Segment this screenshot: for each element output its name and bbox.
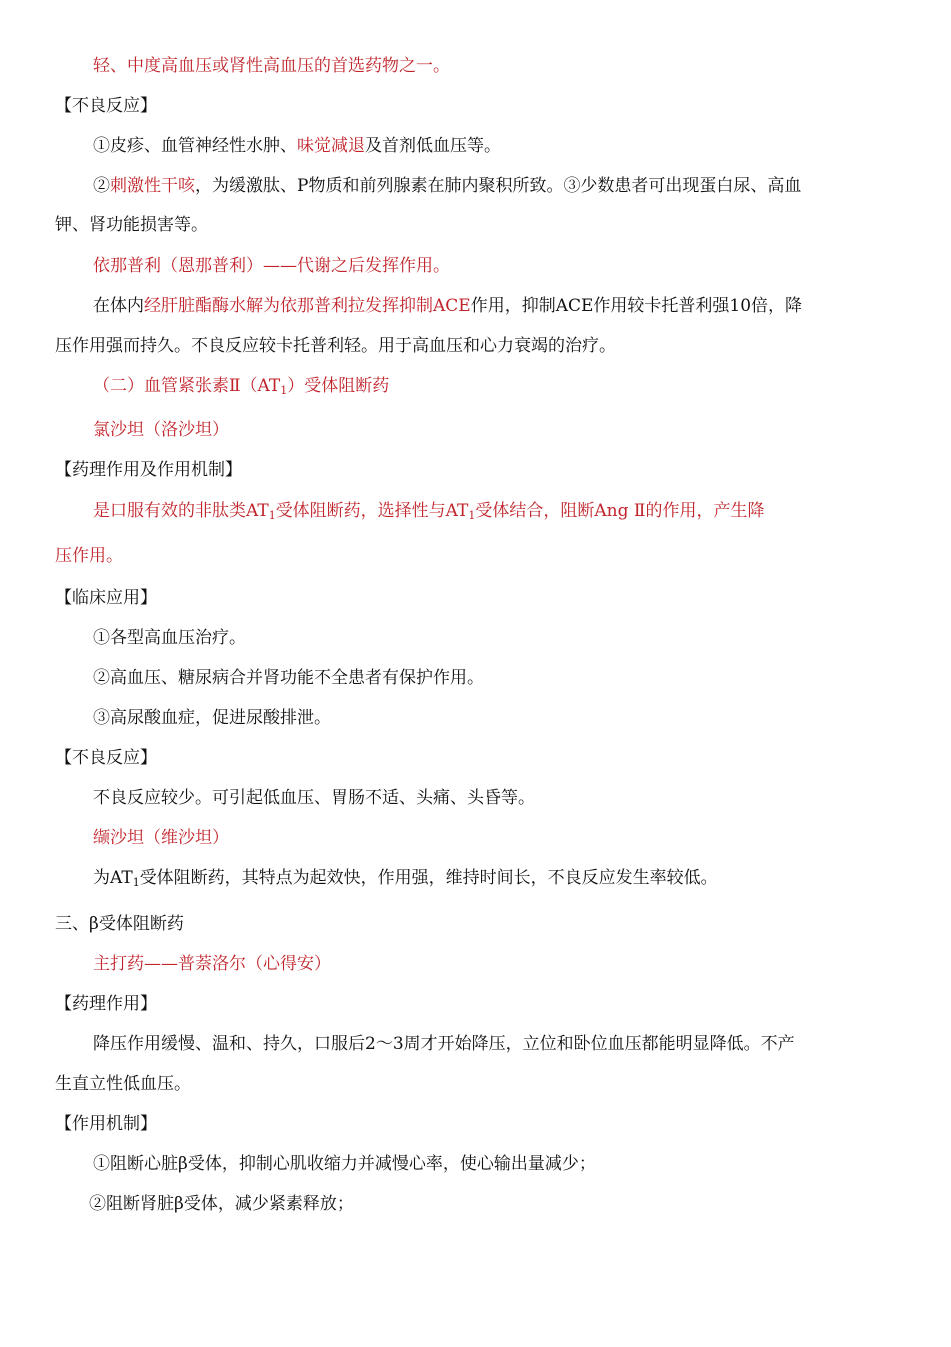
text-line-adverse-2-cont: 钾、肾功能损害等。 (55, 215, 208, 235)
text-run: 是口服有效的非肽类AT (93, 501, 269, 521)
text-line-adverse-2 (93, 174, 801, 198)
heading-pharmacology-mechanism: 【药理作用及作用机制】 (55, 460, 242, 480)
heading-adverse-reactions: 【不良反应】 (55, 96, 157, 116)
text-line-first-choice: 轻、中度高血压或肾性高血压的首选药物之一。 (93, 56, 450, 76)
section-title-beta-blockers: 三、β受体阻断药 (55, 914, 184, 934)
heading-pharmacology: 【药理作用】 (55, 994, 157, 1014)
highlight-taste-loss: 味觉减退 (297, 136, 365, 156)
heading-clinical-use: 【临床应用】 (55, 588, 157, 608)
subscript: 1 (268, 509, 276, 522)
drug-title-losartan: 氯沙坦（洛沙坦） (93, 420, 229, 440)
text-line-clinical-3: ③高尿酸血症，促进尿酸排泄。 (93, 708, 331, 728)
text-line-mechanism-2: ②阻断肾脏β受体，减少紧素释放； (89, 1194, 354, 1214)
text-line-valsartan (93, 866, 718, 890)
section-title-at1-blockers (93, 374, 389, 398)
text-run: ② (93, 176, 110, 196)
text-run: 受体阻断药，选择性与AT (275, 501, 469, 521)
text-line-enalapril-2: 压作用强而持久。不良反应较卡托普利轻。用于高血压和心力衰竭的治疗。 (55, 336, 616, 356)
text-line-clinical-1: ①各型高血压治疗。 (93, 628, 246, 648)
text-line-losartan-2: 压作用。 (55, 546, 123, 566)
highlight-hydrolysis: 经肝脏酯酶水解为依那普利拉发挥抑制ACE (144, 296, 471, 316)
text-run: ，为缓激肽、P物质和前列腺素在肺内聚积所致。③少数患者可出现蛋白尿、高血 (195, 176, 802, 196)
drug-title-propranolol: 主打药——普萘洛尔（心得安） (93, 954, 331, 974)
text-run: 受体阻断药，其特点为起效快，作用强，维持时间长，不良反应发生率较低。 (139, 868, 718, 888)
subscript: 1 (132, 876, 140, 889)
text-line-mechanism-1: ①阻断心脏β受体，抑制心肌收缩力并减慢心率，使心输出量减少； (93, 1154, 596, 1174)
heading-adverse-reactions-2: 【不良反应】 (55, 748, 157, 768)
text-run: 在体内 (93, 296, 144, 316)
subscript: 1 (468, 509, 476, 522)
drug-title-valsartan: 缬沙坦（维沙坦） (93, 828, 229, 848)
heading-mechanism: 【作用机制】 (55, 1114, 157, 1134)
text-run: 作用，抑制ACE作用较卡托普利强10倍，降 (470, 296, 803, 316)
subscript: 1 (280, 384, 288, 397)
text-run: ）受体阻断药 (287, 376, 390, 396)
text-run: （二）血管紧张素Ⅱ（AT (93, 376, 281, 396)
text-run: ①皮疹、血管神经性水肿、 (93, 136, 297, 156)
highlight-dry-cough: 刺激性干咳 (110, 176, 195, 196)
text-run: 受体结合，阻断Ang Ⅱ的作用，产生降 (475, 501, 765, 521)
text-line-propranolol-2: 生直立性低血压。 (55, 1074, 191, 1094)
text-line-adverse-1 (93, 134, 501, 158)
text-line-clinical-2: ②高血压、糖尿病合并肾功能不全患者有保护作用。 (93, 668, 484, 688)
text-line-enalapril-1 (93, 294, 802, 318)
text-run: 为AT (93, 868, 133, 888)
text-run: 及首剂低血压等。 (365, 136, 501, 156)
text-line-losartan-1 (93, 499, 764, 523)
text-line-propranolol-1: 降压作用缓慢、温和、持久，口服后2～3周才开始降压，立位和卧位血压都能明显降低。不产 (93, 1034, 795, 1054)
text-line-adverse-losartan: 不良反应较少。可引起低血压、胃肠不适、头痛、头昏等。 (93, 788, 535, 808)
drug-title-enalapril: 依那普利（恩那普利）——代谢之后发挥作用。 (93, 256, 450, 276)
